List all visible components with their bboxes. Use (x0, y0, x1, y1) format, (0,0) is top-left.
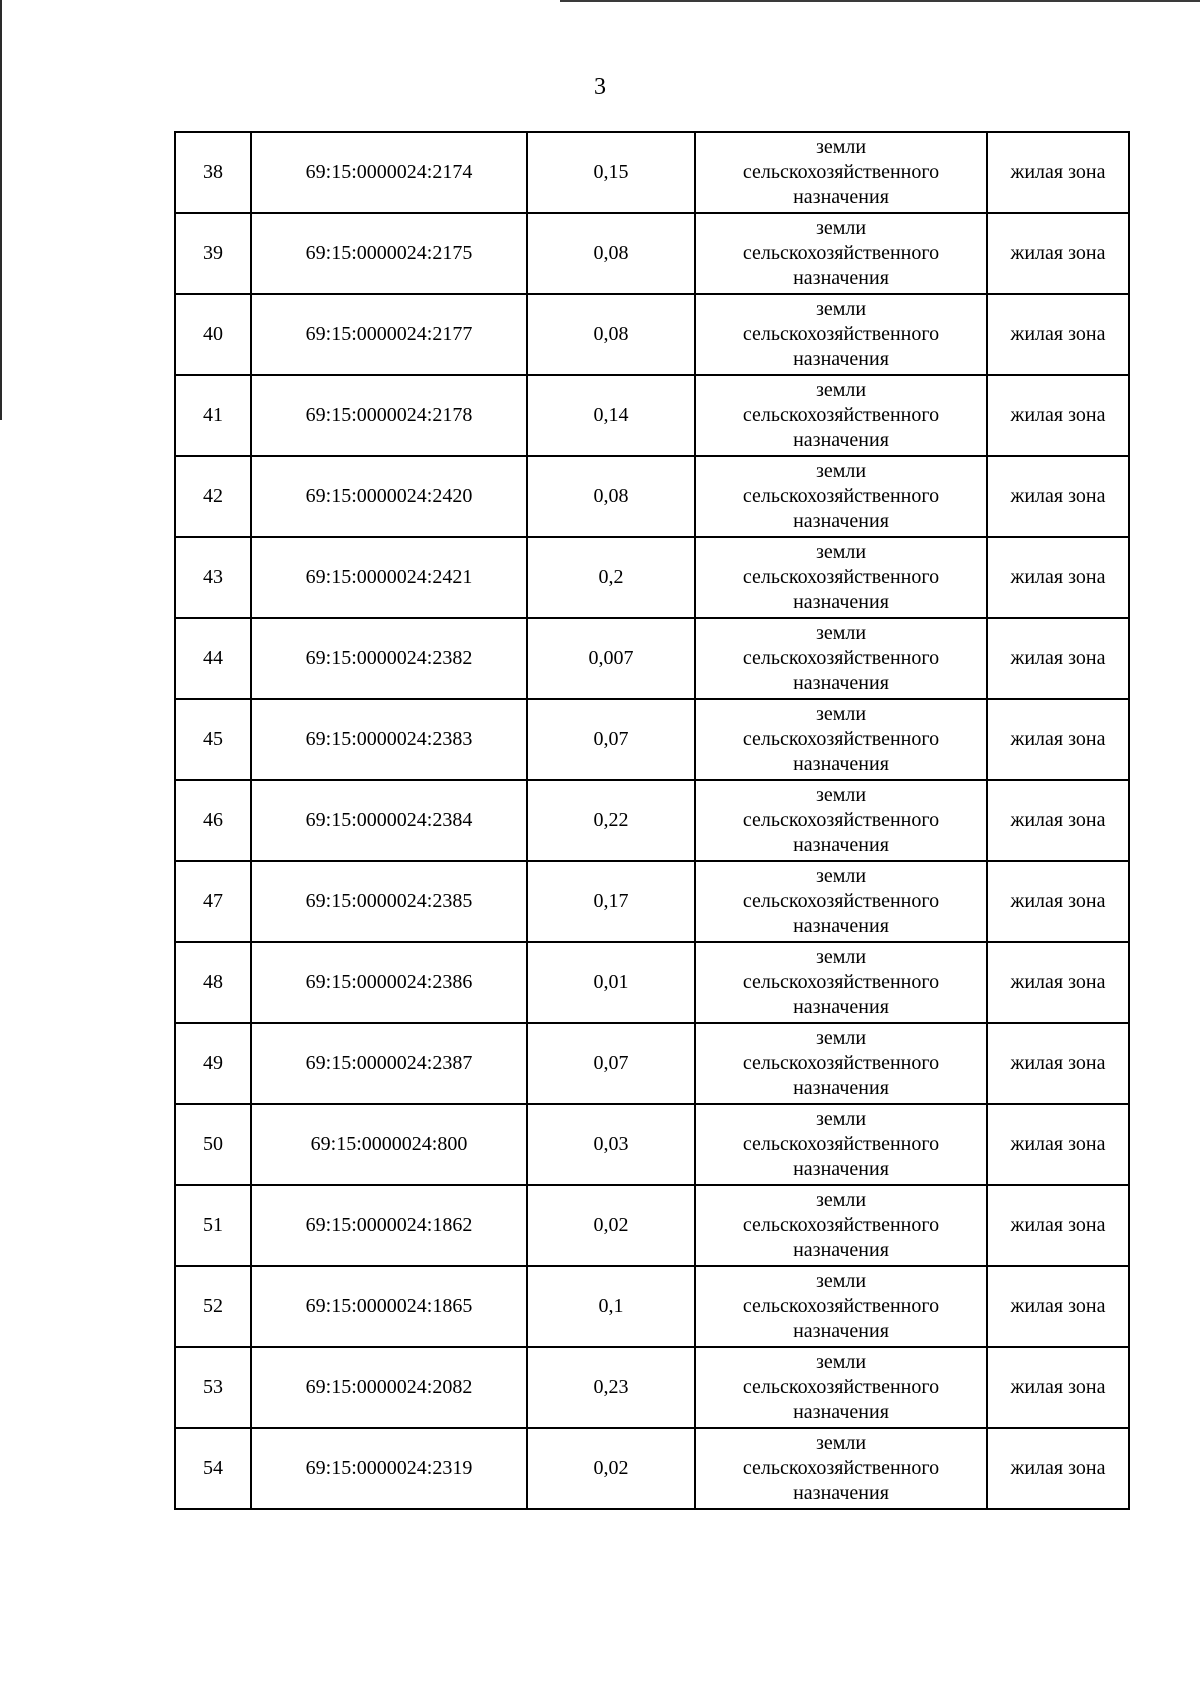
row-number-cell: 42 (175, 456, 251, 537)
table-row (175, 780, 1129, 861)
zone-cell: жилая зона (987, 537, 1129, 618)
cadastral-number-cell: 69:15:0000024:2177 (251, 294, 527, 375)
table-row (175, 1104, 1129, 1185)
land-category-line: земли (815, 1270, 867, 1292)
land-category-cell (695, 780, 987, 861)
land-category-line: сельскохозяйственного (742, 1295, 940, 1317)
land-category-cell (695, 942, 987, 1023)
land-category-cell (695, 861, 987, 942)
land-category-line: земли (815, 946, 867, 968)
table-row (175, 699, 1129, 780)
land-category-line: сельскохозяйственного (742, 647, 940, 669)
land-category-line: назначения (793, 996, 889, 1018)
table-row (175, 132, 1129, 213)
land-category-line: назначения (793, 1239, 889, 1261)
area-cell: 0,07 (527, 1023, 695, 1104)
land-category-line: земли (815, 1189, 867, 1211)
table-row (175, 618, 1129, 699)
area-cell: 0,03 (527, 1104, 695, 1185)
land-category-line: сельскохозяйственного (742, 1052, 940, 1074)
cadastral-number-cell: 69:15:0000024:2386 (251, 942, 527, 1023)
land-category-line: назначения (793, 186, 889, 208)
area-cell: 0,15 (527, 132, 695, 213)
land-category-line: назначения (793, 915, 889, 937)
cadastral-number-cell: 69:15:0000024:1865 (251, 1266, 527, 1347)
cadastral-number-cell: 69:15:0000024:2420 (251, 456, 527, 537)
table-row (175, 1428, 1129, 1509)
zone-cell: жилая зона (987, 780, 1129, 861)
zone-cell: жилая зона (987, 375, 1129, 456)
zone-cell: жилая зона (987, 1347, 1129, 1428)
table-body (175, 132, 1129, 1509)
table-row (175, 375, 1129, 456)
area-cell: 0,02 (527, 1428, 695, 1509)
land-category-line: назначения (793, 753, 889, 775)
cadastral-number-cell: 69:15:0000024:2387 (251, 1023, 527, 1104)
zone-cell: жилая зона (987, 1104, 1129, 1185)
land-category-line: земли (815, 1432, 867, 1454)
area-cell: 0,14 (527, 375, 695, 456)
area-cell: 0,007 (527, 618, 695, 699)
table-row (175, 294, 1129, 375)
land-category-line: земли (815, 1351, 867, 1373)
table-row (175, 1185, 1129, 1266)
table-row (175, 942, 1129, 1023)
land-category-line: сельскохозяйственного (742, 1133, 940, 1155)
land-category-line: сельскохозяйственного (742, 242, 940, 264)
land-category-line: назначения (793, 834, 889, 856)
cadastral-number-cell: 69:15:0000024:2174 (251, 132, 527, 213)
cadastral-number-cell: 69:15:0000024:2384 (251, 780, 527, 861)
row-number-cell: 51 (175, 1185, 251, 1266)
land-category-cell (695, 456, 987, 537)
land-category-cell (695, 618, 987, 699)
land-category-cell (695, 1347, 987, 1428)
land-category-line: назначения (793, 672, 889, 694)
row-number-cell: 39 (175, 213, 251, 294)
land-category-cell (695, 1023, 987, 1104)
land-category-cell (695, 1266, 987, 1347)
land-category-line: сельскохозяйственного (742, 1376, 940, 1398)
zone-cell: жилая зона (987, 699, 1129, 780)
area-cell: 0,08 (527, 213, 695, 294)
land-category-line: назначения (793, 348, 889, 370)
area-cell: 0,08 (527, 456, 695, 537)
scan-edge-top (560, 0, 1200, 2)
cadastral-number-cell: 69:15:0000024:2082 (251, 1347, 527, 1428)
row-number-cell: 46 (175, 780, 251, 861)
zone-cell: жилая зона (987, 861, 1129, 942)
land-category-line: назначения (793, 1401, 889, 1423)
row-number-cell: 48 (175, 942, 251, 1023)
area-cell: 0,08 (527, 294, 695, 375)
area-cell: 0,23 (527, 1347, 695, 1428)
land-category-line: назначения (793, 1320, 889, 1342)
row-number-cell: 54 (175, 1428, 251, 1509)
table-row (175, 537, 1129, 618)
land-category-line: сельскохозяйственного (742, 1457, 940, 1479)
row-number-cell: 45 (175, 699, 251, 780)
land-category-cell (695, 537, 987, 618)
cadastral-number-cell: 69:15:0000024:2421 (251, 537, 527, 618)
row-number-cell: 50 (175, 1104, 251, 1185)
row-number-cell: 44 (175, 618, 251, 699)
scan-edge-left (0, 0, 2, 420)
land-category-line: земли (815, 703, 867, 725)
land-category-line: назначения (793, 510, 889, 532)
land-category-cell (695, 1428, 987, 1509)
land-category-cell (695, 132, 987, 213)
land-category-line: назначения (793, 267, 889, 289)
zone-cell: жилая зона (987, 1428, 1129, 1509)
cadastral-number-cell: 69:15:0000024:2385 (251, 861, 527, 942)
land-category-line: земли (815, 1027, 867, 1049)
table-row (175, 1266, 1129, 1347)
land-category-line: сельскохозяйственного (742, 728, 940, 750)
zone-cell: жилая зона (987, 618, 1129, 699)
row-number-cell: 53 (175, 1347, 251, 1428)
row-number-cell: 47 (175, 861, 251, 942)
row-number-cell: 41 (175, 375, 251, 456)
page-number: 3 (594, 74, 606, 100)
land-category-line: сельскохозяйственного (742, 1214, 940, 1236)
land-category-line: земли (815, 1108, 867, 1130)
land-plots-table (174, 131, 1130, 1510)
zone-cell: жилая зона (987, 1185, 1129, 1266)
zone-cell: жилая зона (987, 132, 1129, 213)
row-number-cell: 49 (175, 1023, 251, 1104)
zone-cell: жилая зона (987, 294, 1129, 375)
land-category-line: земли (815, 784, 867, 806)
cadastral-number-cell: 69:15:0000024:2319 (251, 1428, 527, 1509)
cadastral-number-cell: 69:15:0000024:1862 (251, 1185, 527, 1266)
land-category-cell (695, 213, 987, 294)
area-cell: 0,01 (527, 942, 695, 1023)
land-category-line: земли (815, 865, 867, 887)
table-row (175, 1347, 1129, 1428)
row-number-cell: 40 (175, 294, 251, 375)
land-category-line: назначения (793, 429, 889, 451)
land-category-line: земли (815, 217, 867, 239)
land-category-line: земли (815, 298, 867, 320)
land-category-line: сельскохозяйственного (742, 566, 940, 588)
land-category-line: сельскохозяйственного (742, 404, 940, 426)
land-category-line: назначения (793, 1077, 889, 1099)
land-category-line: земли (815, 460, 867, 482)
cadastral-number-cell: 69:15:0000024:800 (251, 1104, 527, 1185)
row-number-cell: 43 (175, 537, 251, 618)
area-cell: 0,02 (527, 1185, 695, 1266)
land-category-line: назначения (793, 1158, 889, 1180)
table-row (175, 456, 1129, 537)
row-number-cell: 38 (175, 132, 251, 213)
area-cell: 0,22 (527, 780, 695, 861)
land-category-line: сельскохозяйственного (742, 485, 940, 507)
land-category-cell (695, 699, 987, 780)
area-cell: 0,17 (527, 861, 695, 942)
land-category-cell (695, 375, 987, 456)
land-category-cell (695, 1104, 987, 1185)
land-category-cell (695, 1185, 987, 1266)
area-cell: 0,2 (527, 537, 695, 618)
land-category-line: сельскохозяйственного (742, 323, 940, 345)
land-category-cell (695, 294, 987, 375)
table-row (175, 861, 1129, 942)
cadastral-number-cell: 69:15:0000024:2382 (251, 618, 527, 699)
land-category-line: сельскохозяйственного (742, 161, 940, 183)
zone-cell: жилая зона (987, 213, 1129, 294)
land-category-line: сельскохозяйственного (742, 971, 940, 993)
zone-cell: жилая зона (987, 1023, 1129, 1104)
cadastral-number-cell: 69:15:0000024:2178 (251, 375, 527, 456)
zone-cell: жилая зона (987, 942, 1129, 1023)
area-cell: 0,1 (527, 1266, 695, 1347)
land-category-line: сельскохозяйственного (742, 809, 940, 831)
land-category-line: земли (815, 541, 867, 563)
area-cell: 0,07 (527, 699, 695, 780)
cadastral-number-cell: 69:15:0000024:2383 (251, 699, 527, 780)
land-category-line: сельскохозяйственного (742, 890, 940, 912)
cadastral-number-cell: 69:15:0000024:2175 (251, 213, 527, 294)
zone-cell: жилая зона (987, 456, 1129, 537)
land-category-line: назначения (793, 1482, 889, 1504)
row-number-cell: 52 (175, 1266, 251, 1347)
land-category-line: земли (815, 136, 867, 158)
land-category-line: земли (815, 379, 867, 401)
table-row (175, 213, 1129, 294)
zone-cell: жилая зона (987, 1266, 1129, 1347)
land-category-line: назначения (793, 591, 889, 613)
table-row (175, 1023, 1129, 1104)
land-category-line: земли (815, 622, 867, 644)
